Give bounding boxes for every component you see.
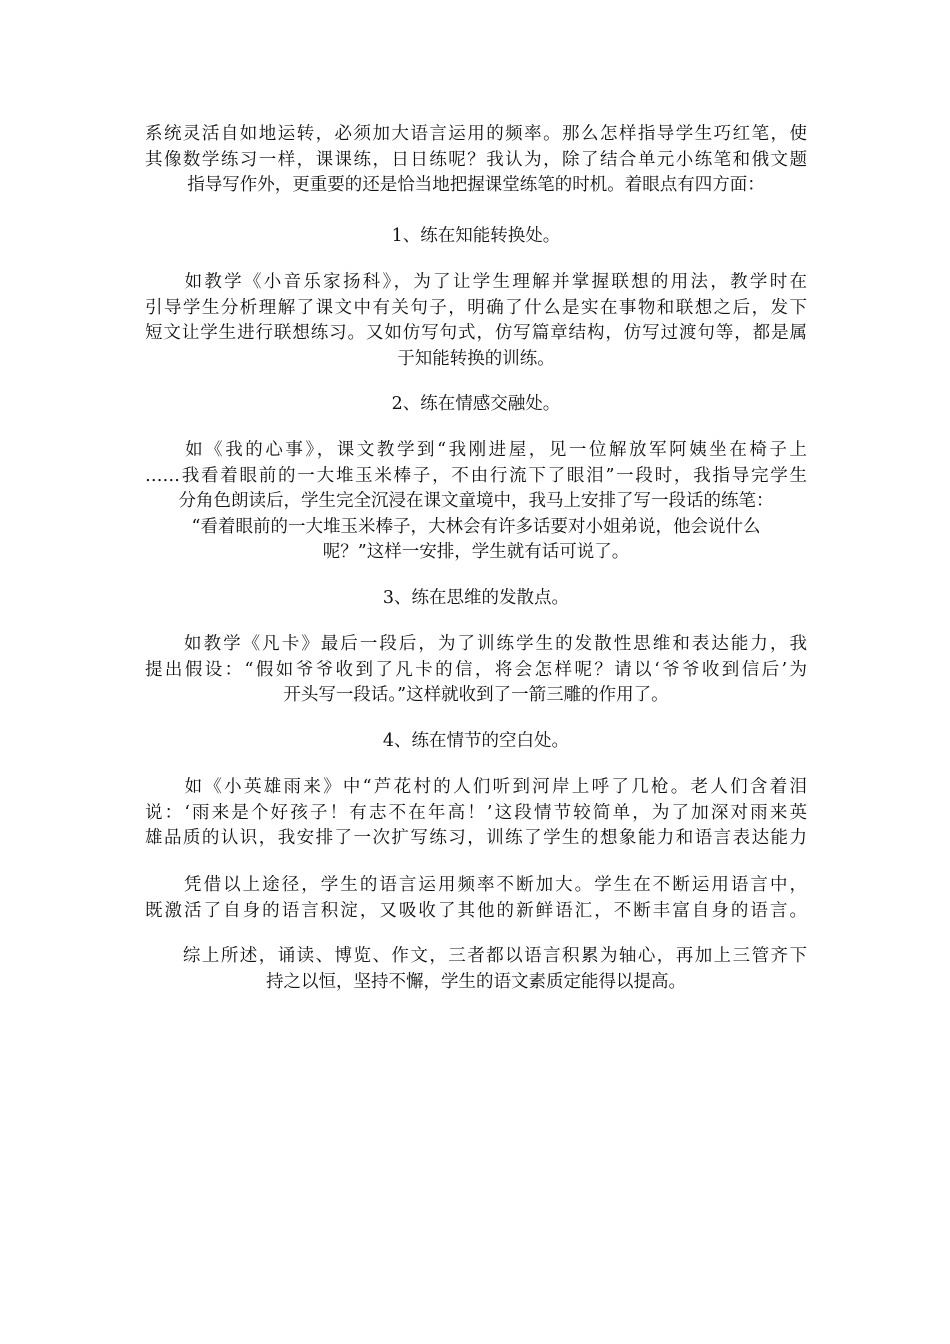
- text-line: 于知能转换的训练。: [397, 348, 555, 369]
- text-line: 指导写作外，更重要的还是恰当地把握课堂练笔的时机。着眼点有四方面：: [187, 175, 765, 195]
- section-heading-2: 2、练在情感交融处。: [391, 394, 561, 414]
- text-line: 分角色朗读后，学生完全沉浸在课文童境中，我马上安排了写一段话的练笔：: [178, 491, 774, 511]
- section-paragraph-2: [145, 438, 807, 566]
- text-line: 雄品质的认识，我安排了一次扩写练习，训练了学生的想象能力和语言表达能力: [145, 828, 807, 848]
- text-line: 综上所述，诵读、博览、作文，三者都以语言积累为轴心，再加上三管齐下: [145, 946, 807, 966]
- text-line: 如教学《凡卡》最后一段后，为了训练学生的发散性思维和表达能力，我: [145, 634, 807, 654]
- text-line: 短文让学生进行联想练习。又如仿写句式，仿写篇章结构，仿写过渡句等，都是属: [145, 323, 807, 343]
- text-line: 提出假设：“假如爷爷收到了凡卡的信，将会怎样呢？请以‘爷爷收到信后’为: [145, 659, 807, 680]
- text-line: 开头写一段话。”这样就收到了一箭三雕的作用了。: [283, 685, 669, 705]
- text-line: 如《小英雄雨来》中“芦花村的人们听到河岸上呼了几枪。老人们含着泪: [145, 777, 807, 797]
- text-line: 如教学《小音乐家扬科》，为了让学生理解并掌握联想的用法，教学时在: [145, 272, 807, 292]
- text-line: 引导学生分析理解了课文中有关句子，明确了什么是实在事物和联想之后，发下: [145, 297, 807, 318]
- section-paragraph-4: [145, 775, 807, 852]
- section-paragraph-3: [145, 632, 807, 709]
- text-line: 系统灵活自如地运转，必须加大语言运用的频率。那么怎样指导学生巧红笔，使: [145, 124, 807, 144]
- text-line: ……我看着眼前的一大堆玉米棒子，不由行流下了眼泪”一段时，我指导完学生: [145, 465, 807, 486]
- text-line: “看着眼前的一大堆玉米棒子，大林会有许多话要对小姐弟说，他会说什么: [191, 516, 761, 537]
- conclusion-paragraph-1: [145, 873, 807, 924]
- section-heading-1: 1、练在知能转换处。: [391, 226, 561, 246]
- text-line: 持之以恒，坚持不懈，学生的语文素质定能得以提高。: [266, 971, 686, 992]
- text-line: 说：‘雨来是个好孩子！有志不在年高！’这段情节较简单，为了加深对雨来英: [145, 802, 807, 823]
- conclusion-paragraph-2: [145, 944, 807, 995]
- text-line: 凭借以上途径，学生的语言运用频率不断加大。学生在不断运用语言中，: [145, 875, 807, 895]
- section-heading-4: 4、练在情节的空白处。: [382, 731, 570, 751]
- text-line: 如《我的心事》，课文教学到“我刚进屋，见一位解放军阿姨坐在椅子上: [145, 440, 807, 460]
- section-heading-3: 3、练在思维的发散点。: [382, 588, 570, 608]
- text-line: 既激活了自身的语言积淀，又吸收了其他的新鲜语汇，不断丰富自身的语言。: [145, 900, 807, 921]
- text-line: 呢？”这样一安排，学生就有话可说了。: [322, 542, 630, 562]
- intro-paragraph: [145, 122, 807, 199]
- text-line: 其像数学练习一样，课课练，日日练呢？我认为，除了结合单元小练笔和俄文题: [145, 149, 807, 170]
- section-paragraph-1: [145, 270, 807, 372]
